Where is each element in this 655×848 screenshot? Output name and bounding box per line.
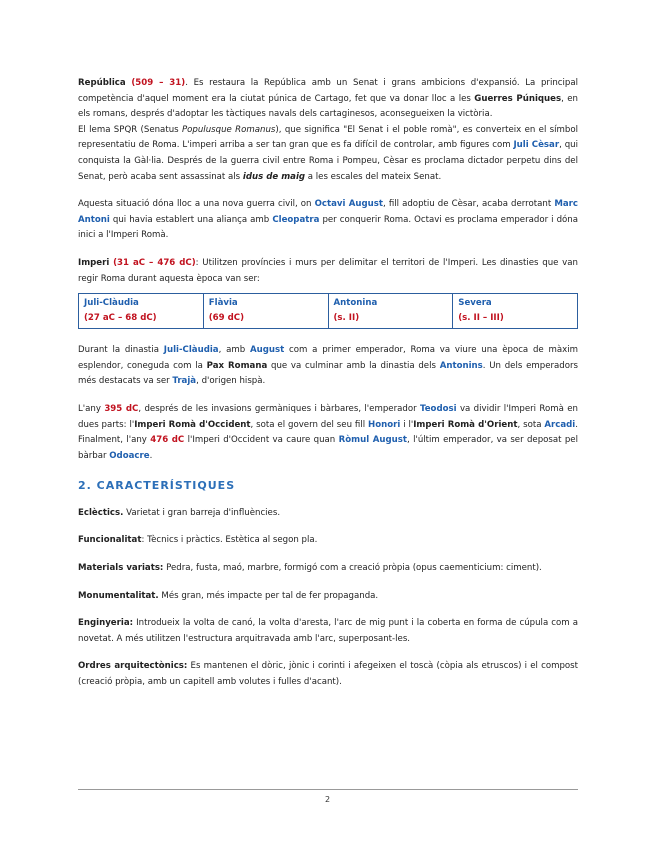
dynasty-period: (s. II – III) [458,313,504,324]
name-marc-antoni: Marc Antoni [78,199,578,225]
text: qui havia establert una aliança amb [109,214,273,225]
text: , d'origen hispà. [196,376,266,387]
text: , sota el govern del seu fill [250,419,368,430]
name-traja: Trajà [172,376,197,387]
name-romul-august: Ròmul August [338,435,407,446]
dynasty-period: (27 aC – 68 dC) [84,313,157,324]
text: l'Imperi d'Occident va caure quan [184,435,339,446]
date-395: 395 dC [104,403,139,414]
text: , fill adoptiu de Cèsar, acaba derrotant [383,199,555,210]
feature-item [78,659,578,690]
paragraph-republica [78,76,578,185]
text: , l'últim emperador, va ser deposat pel bàrbar [78,435,578,461]
name-august: August [249,345,285,356]
date-imperi: (31 aC – 476 dC) [113,257,196,268]
feature-item [78,589,578,605]
feature-item [78,533,578,549]
dynasty-name: Antonina [333,298,378,309]
name-juli-claudia: Juli-Clàudia [163,345,219,356]
term-imperi: Imperi [78,257,110,268]
dynasty-cell [203,294,328,329]
text: : Utilitzen províncies i murs per delimitar el territori de l'Imperi. Les dinasties que van regir Roma durant aquesta època van ser: [78,257,578,284]
term-guerres-puniques: Guerres Púniques [474,93,562,104]
name-teodosi: Teodosi [420,403,457,414]
feature-label: Materials variats: [78,563,164,574]
text: El lema SPQR (Senatus [78,124,182,135]
table-row [79,294,578,329]
text: per conquerir Roma. Octavi es proclama emperador i dóna inici a l'Imperi Romà. [78,214,579,241]
text: Durant la dinastia [78,345,164,356]
feature-label: Ordres arquitectònics: [78,661,188,672]
footer-divider [78,789,578,790]
dynasty-period: (s. II) [333,313,360,324]
page-number: 2 [324,795,331,804]
feature-text: Es mantenen el dòric, jònic i corinti i afegeixen el toscà (còpia als etruscos) i el compost (creació pròpia, amb un capitell amb volutes i fulles d'acant). [78,661,579,688]
text: . Un dels emperadors més destacats va ser [78,360,579,387]
text: , qui conquista la Gàl·lia. Després de la guerra civil entre Roma i Pompeu, Cèsar es proclama dictador perpetu dins del Senat, però acaba sent assassinat als [78,140,578,182]
feature-text: Pedra, fusta, maó, marbre, formigó com a creació pròpia (opus caementicium: ciment). [163,563,542,574]
feature-item [78,616,578,647]
paragraph-octavi [78,197,578,244]
text: , amb [218,345,250,356]
text: L'any [78,403,105,414]
name-juli-cesar: Juli Cèsar [513,140,560,151]
feature-label: Monumentalitat. [78,590,159,601]
text: ), que significa "El Senat i el poble romà", es converteix en el símbol representatiu de Roma. L'imperi arriba a ser tan gran que es fa difícil de controlar, amb figures com [78,124,579,151]
paragraph-dinastia [78,343,578,390]
feature-text: Introdueix la volta de canó, la volta d'aresta, l'arc de mig punt i la coberta en forma de cúpula com a novetat. A més utilitzen l'estructura arquitravada amb l'arc, superposant-les. [78,618,578,644]
dynasty-cell [453,294,578,329]
text: a les escales del mateix Senat. [305,171,442,182]
dynasty-name: Flàvia [208,298,238,309]
text: com a primer emperador, Roma va viure una època de màxim esplendor, coneguda com la [78,345,578,371]
name-honori: Honori [368,419,401,430]
feature-label: Eclèctics. [78,507,124,518]
term-imperi-occident: Imperi Romà d'Occident [134,419,251,430]
dynasty-name: Juli-Clàudia [84,298,139,309]
feature-text: Més gran, més impacte per tal de fer propaganda. [158,590,379,601]
dynasties-table [78,293,578,329]
date-republica: (509 – 31) [131,78,186,88]
text: i l' [400,419,414,430]
document-body [78,76,578,703]
text: , sota [517,419,545,430]
term-pax-romana: Pax Romana [206,360,268,371]
text: , després de les invasions germàniques i bàrbares, l'emperador [138,403,420,414]
feature-label: Enginyeria: [78,618,134,629]
date-476: 476 dC [150,435,185,446]
term-republica: República [78,78,126,88]
dynasty-name: Severa [458,298,492,309]
text: . Finalment, l'any [78,419,578,446]
text: . Es restaura la República amb un Senat i grans ambicions d'expansió. La principal competència d'aquel moment era la ciutat púnica de Cartago, fet que va donar lloc a les [78,78,579,104]
name-odoacre: Odoacre [109,450,150,461]
text: , en els romans, després d'adoptar les tàctiques navals dels cartaginesos, aconsegueixen la victòria. [78,93,579,120]
text: va dividir l'Imperi Romà en dues parts: l' [78,403,579,430]
paragraph-divisio [78,402,578,464]
text: Aquesta situació dóna lloc a una nova guerra civil, on [78,199,315,210]
section-heading: 2. CARACTERÍSTIQUES [78,479,236,493]
text: que va culminar amb la dinastia dels [267,360,440,371]
dynasty-cell [79,294,204,329]
term-idus-de-maig: idus de maig [242,171,306,182]
dynasty-cell [328,294,453,329]
name-arcadi: Arcadi [544,419,576,430]
paragraph-imperi [78,256,578,287]
text-italic: Populusque Romanus [181,124,276,135]
term-imperi-orient: Imperi Romà d'Orient [413,419,518,430]
dynasty-period: (69 dC) [208,313,245,324]
name-antonins: Antonins [439,360,483,371]
feature-label: Funcionalitat [78,535,142,546]
name-cleopatra: Cleopatra [272,214,320,225]
feature-text: : Tècnics i pràctics. Estètica al segon pla. [141,535,318,546]
feature-item [78,561,578,577]
name-octavi-august: Octavi August [314,199,384,210]
feature-item [78,506,578,522]
text: . [149,450,153,461]
feature-text: Varietat i gran barreja d'influències. [123,507,281,518]
